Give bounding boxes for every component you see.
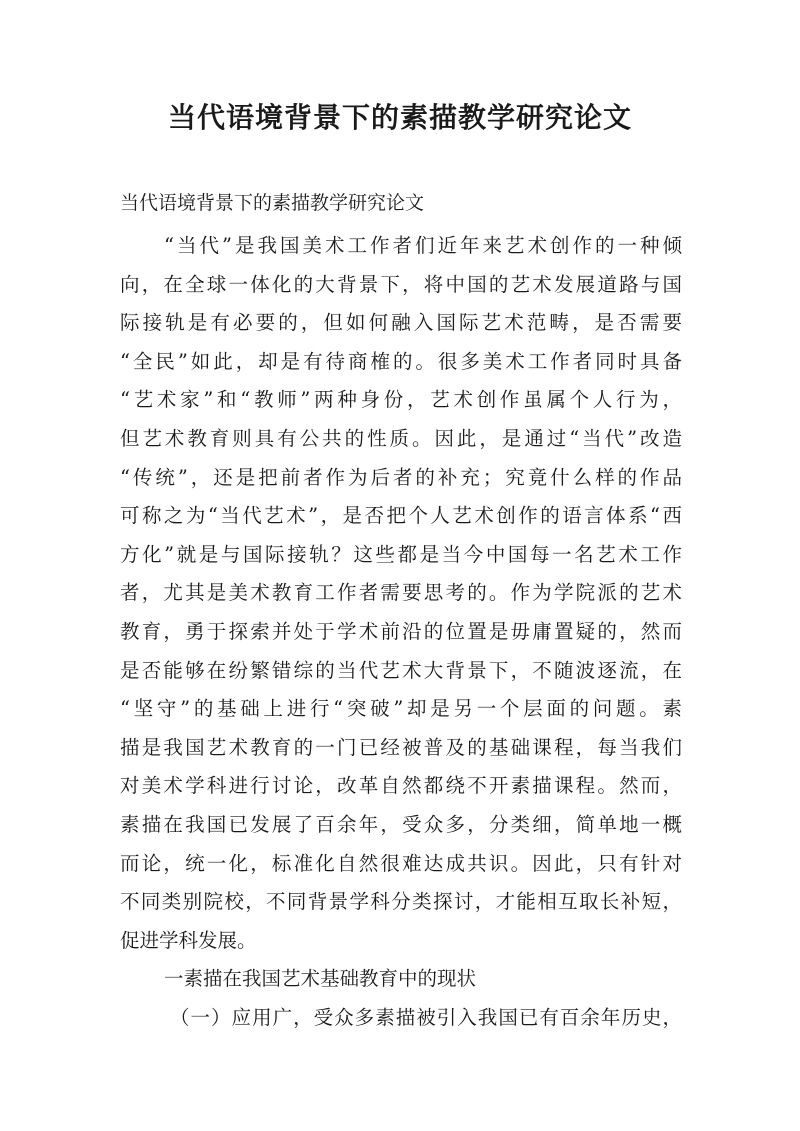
paragraph-application	[120, 999, 682, 1038]
paragraph-line: （一）应用广，受众多素描被引入我国已有百余年历史，	[170, 1005, 682, 1029]
document-title: 当代语境背景下的素描教学研究论文	[167, 101, 632, 134]
paragraph-line: 促进学科发展。	[120, 928, 257, 952]
section-heading: 一素描在我国艺术基础教育中的现状	[164, 967, 477, 991]
document-body	[120, 227, 682, 1037]
paragraph-line: 是否能够在纷繁错综的当代艺术大背景下，不随波逐流，在	[120, 658, 682, 682]
paragraph-line: 际接轨是有必要的，但如何融入国际艺术范畴，是否需要	[120, 311, 682, 335]
paragraph-intro	[120, 227, 682, 960]
paragraph-line: “艺术家”和“教师”两种身份，艺术创作虽属个人行为，	[120, 388, 682, 412]
paragraph-line: “全民”如此，却是有待商榷的。很多美术工作者同时具备	[120, 349, 682, 373]
paragraph-line: 但艺术教育则具有公共的性质。因此，是通过“当代”改造	[120, 426, 682, 450]
paragraph-line: 可称之为“当代艺术”，是否把个人艺术创作的语言体系“西	[120, 504, 682, 528]
paragraph-line: 向，在全球一体化的大背景下，将中国的艺术发展道路与国	[120, 272, 682, 296]
paragraph-line: “传统”，还是把前者作为后者的补充；究竟什么样的作品	[120, 465, 682, 489]
paragraph-line: 而论，统一化，标准化自然很难达成共识。因此，只有针对	[120, 851, 682, 875]
paragraph-line: 对美术学科进行讨论，改革自然都绕不开素描课程。然而，	[120, 774, 682, 798]
section-heading-paragraph	[120, 960, 682, 999]
document-subtitle: 当代语境背景下的素描教学研究论文	[120, 192, 425, 214]
paragraph-line: 不同类别院校，不同背景学科分类探讨，才能相互取长补短，	[120, 890, 682, 914]
paragraph-line: 教育，勇于探索并处于学术前沿的位置是毋庸置疑的，然而	[120, 619, 682, 643]
paragraph-line: 素描在我国已发展了百余年，受众多，分类细，简单地一概	[120, 812, 682, 836]
paragraph-line: “坚守”的基础上进行“突破”却是另一个层面的问题。素	[120, 697, 682, 721]
paragraph-line: 者，尤其是美术教育工作者需要思考的。作为学院派的艺术	[120, 581, 682, 605]
paragraph-line: 描是我国艺术教育的一门已经被普及的基础课程，每当我们	[120, 735, 682, 759]
paragraph-line: 方化”就是与国际接轨？这些都是当今中国每一名艺术工作	[120, 542, 682, 566]
paragraph-line: “当代”是我国美术工作者们近年来艺术创作的一种倾	[164, 234, 682, 257]
